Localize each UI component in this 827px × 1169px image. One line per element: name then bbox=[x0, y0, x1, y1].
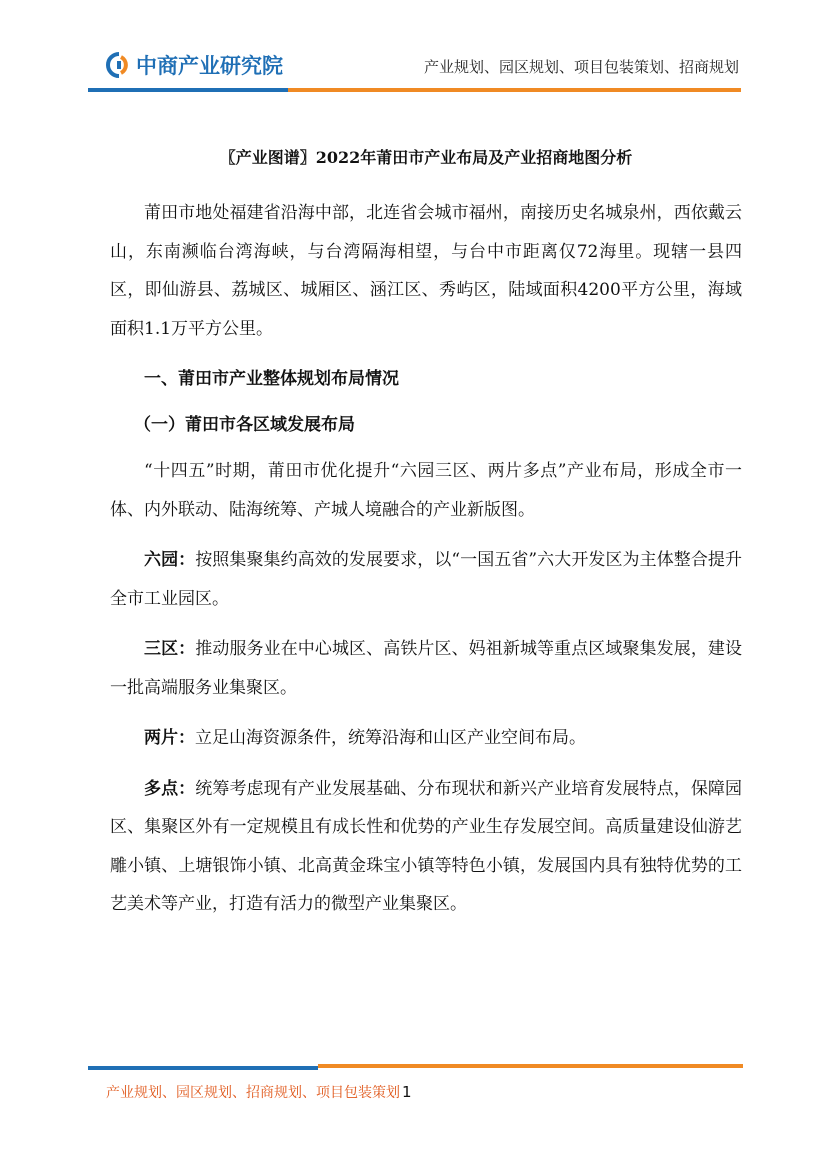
page-title: 〖产业图谱〗2022年莆田市产业布局及产业招商地图分析 bbox=[219, 148, 633, 167]
item-text: 统筹考虑现有产业发展基础、分布现状和新兴产业培育发展特点，保障园区、集聚区外有一定规模且有成长性和优势的产业生存发展空间。高质量建设仙游艺雕小镇、上塘银饰小镇、北高黄金珠宝小镇等特色小镇，发展国内具有独特优势的工艺美术等产业，打造有活力的微型产业集聚区。 bbox=[110, 778, 742, 914]
article-body bbox=[110, 145, 742, 924]
overview-paragraph: “十四五”时期，莆田市优化提升“六园三区、两片多点”产业布局，形成全市一体、内外联动、陆海统筹、产城人境融合的产业新版图。 bbox=[110, 461, 742, 520]
intro-paragraph: 莆田市地处福建省沿海中部，北连省会城市福州，南接历史名城泉州，西依戴云山，东南濒临台湾海峡，与台湾隔海相望，与台中市距离仅72海里。现辖一县四区，即仙游县、荔城区、城厢区、涵江区、秀屿区，陆域面积4200平方公里，海域面积1.1万平方公里。 bbox=[110, 203, 742, 339]
footer-text: 产业规划、园区规划、招商规划、项目包装策划 bbox=[106, 1085, 400, 1101]
logo-text: 中商产业研究院 bbox=[136, 54, 283, 78]
footer-rule-orange bbox=[318, 1064, 743, 1068]
footer-rule-blue bbox=[88, 1066, 318, 1070]
item-multi-points bbox=[110, 770, 742, 924]
item-two-areas bbox=[110, 719, 742, 758]
item-label: 多点： bbox=[144, 778, 196, 799]
item-label: 两片： bbox=[144, 728, 195, 748]
item-six-parks bbox=[110, 541, 742, 618]
page-footer bbox=[106, 1082, 412, 1102]
page-number: 1 bbox=[402, 1083, 412, 1101]
header-rule-orange bbox=[288, 88, 741, 92]
section-heading: 一、莆田市产业整体规划布局情况 bbox=[144, 369, 399, 389]
header-tagline: 产业规划、园区规划、项目包装策划、招商规划 bbox=[423, 58, 739, 76]
page-header bbox=[0, 0, 827, 100]
item-label: 六园： bbox=[144, 550, 196, 570]
item-text: 按照集聚集约高效的发展要求，以“一国五省”六大开发区为主体整合提升全市工业园区。 bbox=[110, 550, 743, 609]
subsection-heading: （一）莆田市各区域发展布局 bbox=[134, 415, 355, 435]
item-text: 立足山海资源条件，统筹沿海和山区产业空间布局。 bbox=[195, 728, 586, 748]
item-label: 三区： bbox=[144, 639, 196, 659]
logo bbox=[106, 50, 283, 80]
logo-icon bbox=[106, 52, 132, 78]
item-text: 推动服务业在中心城区、高铁片区、妈祖新城等重点区域聚集发展，建设一批高端服务业集聚区。 bbox=[110, 639, 742, 698]
item-three-zones bbox=[110, 630, 742, 707]
header-rule-blue bbox=[88, 88, 288, 92]
